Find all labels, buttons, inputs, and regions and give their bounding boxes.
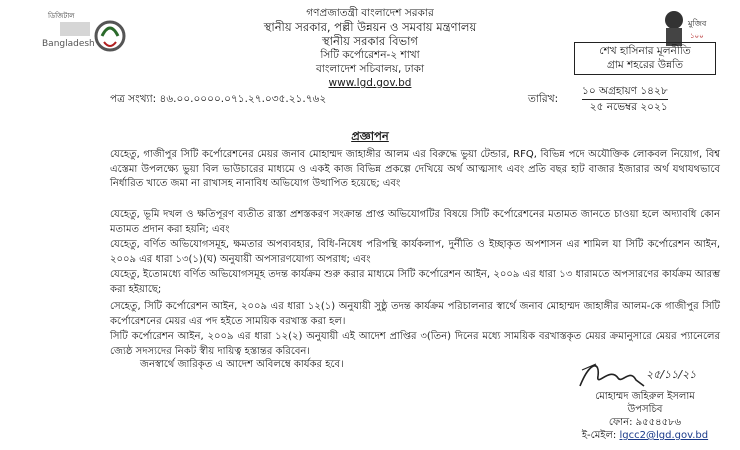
svg-text:Bangladesh: Bangladesh <box>42 39 95 49</box>
header-line-ministry: স্থানীয় সরকার, পল্লী উন্নয়ন ও সমবায় মন্ত্রণালয় <box>263 20 477 34</box>
header-line-address: বাংলাদেশ সচিবালয়, ঢাকা <box>315 63 425 75</box>
memo-label: পত্র সংখ্যা: <box>110 93 157 105</box>
signatory-email <box>560 429 730 442</box>
svg-text:ডিজিটাল: ডিজিটাল <box>48 12 75 20</box>
signatory-block <box>560 390 730 442</box>
date-label: তারিখ: <box>528 93 559 105</box>
header-website-link[interactable]: www.lgd.gov.bd <box>328 77 412 89</box>
notice-heading <box>0 128 740 147</box>
header-line-government: গণপ্রজাতন্ত্রী বাংলাদেশ সরকার <box>306 7 434 19</box>
signatory-name: মোহাম্মদ জহিরুল ইসলাম <box>595 391 695 402</box>
signatory-phone <box>560 416 730 429</box>
memo-number <box>110 92 326 109</box>
paragraph-4: যেহেতু, ইতোমধ্যে বর্ণিত অভিযোগসমূহ তদন্ত কার্যক্রম শুরু করার মাধ্যমে সিটি কর্পোরেশন আইন, ২০০৯ এর ধারা ১৩ ধারামতে অপসারণের কার্যক্রম আরম্ভ করা হইয়াছে; <box>110 269 720 295</box>
paragraph-5: সেহেতু, সিটি কর্পোরেশন আইন, ২০০৯ এর ধারা ১২(১) অনুযায়ী সুষ্ঠু তদন্ত কার্যক্রম পরিচালনার স্বার্থে জনাব মোহাম্মদ জাহাঙ্গীর আলম-কে গাজীপুর সিটি কর্পোরেশনের মেয়র এর পদ হইতে সাময়িক বরখাস্ত করা হল। <box>110 301 720 327</box>
paragraph-3: যেহেতু, বর্ণিত অভিযোগসমূহ, ক্ষমতার অপব্যবহার, বিধি-নিষেধ পরিপন্থি কার্যকলাপ, দুর্নীতি ও ইচ্ছাকৃত অপশাসন এর শামিল যা সিটি কর্পোরেশন আইন, ২০০৯ এর ধারা ১৩(১)(ঘ) অনুযায়ী অপসারণযোগ্য অপরাধ; এবং <box>110 239 720 265</box>
svg-text:১০০: ১০০ <box>690 32 704 40</box>
signature-date: ২৫/১১/২১ <box>646 368 697 381</box>
email-link[interactable]: lgcc2@lgd.gov.bd <box>619 430 709 441</box>
phone-label: ফোন: <box>608 417 633 428</box>
slogan-line-1: শেখ হাসিনার মূলনীতি <box>599 45 691 57</box>
digital-bangladesh-logo <box>40 6 132 68</box>
date-english: ২৫ নভেম্বর ২০২১ <box>589 101 668 113</box>
header-line-division: স্থানীয় সরকার বিভাগ <box>322 34 418 48</box>
svg-text:মুজিব: মুজিব <box>688 19 707 28</box>
email-label: ই-মেইল: <box>581 430 617 441</box>
signatory-designation: উপসচিব <box>627 404 663 415</box>
date-values <box>582 84 668 114</box>
paragraph-6: সিটি কর্পোরেশন আইন, ২০০৯ এর ধারা ১২(২) অনুযায়ী এই আদেশ প্রাপ্তির ৩(তিন) দিনের মধ্যে সাময়িক বরখাস্তকৃত মেয়র ক্রমানুসারে মেয়র প্যানেলের জ্যেষ্ঠ সদস্যদের নিকট স্বীয় দায়িত্ব হস্তান্তর করিবেন। <box>110 331 720 357</box>
date-bangla: ১০ অগ্রহায়ণ ১৪২৮ <box>582 84 668 100</box>
paragraph-2: যেহেতু, ভূমি দখল ও ক্ষতিপূরণ ব্যতীত রাস্তা প্রশস্তকরণ সংক্রান্ত প্রাপ্ত অভিযোগটির বিষয়ে সিটি কর্পোরেশনের মতামত জানতে চাওয়া হলে অদ্যাবধি কোন মতামত প্রদান করা হয়নি; এবং <box>110 209 720 235</box>
slogan-line-2: গ্রাম শহরের উন্নতি <box>607 59 683 71</box>
header-line-branch: সিটি কর্পোরেশন-২ শাখা <box>320 49 420 61</box>
paragraph-1: যেহেতু, গাজীপুর সিটি কর্পোরেশনের মেয়র জনাব মোহাম্মদ জাহাঙ্গীর আলম এর বিরুদ্ধে ভুয়া টেন্ডার, RFQ, বিভিন্ন পদে অযৌক্তিক লোকবল নিয়োগ, বিশ্ব এস্তেমা উপলক্ষ্যে ভুয়া বিল ভাউচারের মাধ্যমে ও একই কাজ বিভিন্ন প্রকল্পে দেখিয়ে অর্থ আত্মসাৎ এবং প্রতি বছর হাট বাজার ইজারার অর্থ যথাযথভাবে নির্ধারিত খাতে জমা না রাখাসহ নানাবিধ অভিযোগ উত্থাপিত হয়েছে; এবং <box>110 149 720 189</box>
paragraph-7: জনস্বার্থে জারিকৃত এ আদেশ অবিলম্বে কার্যকর হবে। <box>140 359 344 370</box>
phone-value: ৯৫৫৪৫৮৬ <box>635 417 682 428</box>
slogan-box <box>574 42 716 75</box>
notice-heading-text: প্রজ্ঞাপন <box>351 129 389 143</box>
memo-value: ৪৬.০০.০০০০.০৭১.২৭.০৩৫.২১.৭৬২ <box>159 93 327 105</box>
ministry-header <box>180 6 560 90</box>
